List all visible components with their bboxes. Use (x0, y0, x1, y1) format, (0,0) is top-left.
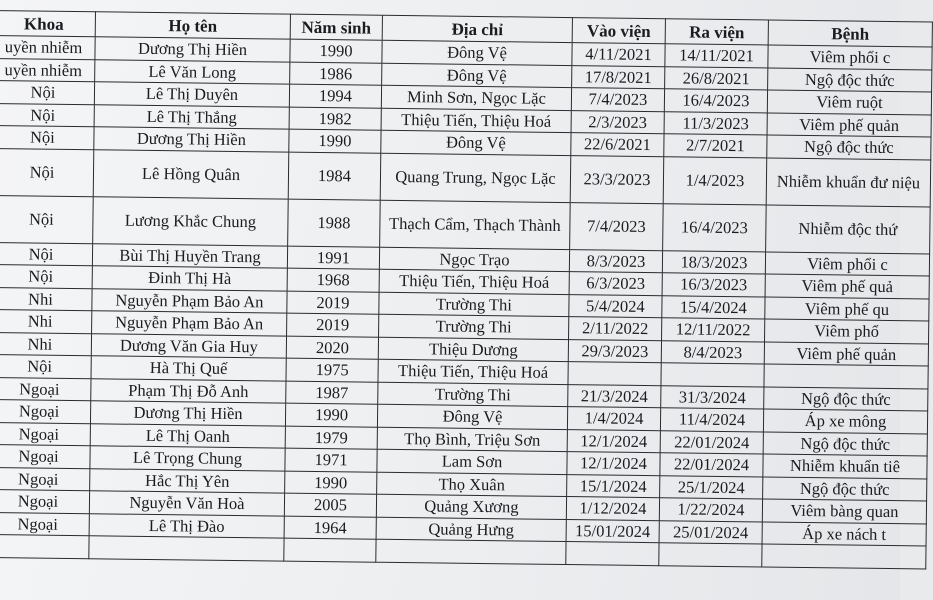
cell-khoa (0, 534, 89, 558)
cell-ra-vien: 25/1/2024 (660, 475, 763, 499)
cell-dia-chi: Đông Vệ (382, 63, 572, 88)
header-ho-ten: Họ tên (95, 12, 290, 39)
cell-nam-sinh: 1987 (286, 381, 378, 405)
cell-ra-vien: 22/01/2024 (660, 453, 763, 477)
cell-nam-sinh: 1990 (290, 39, 382, 63)
cell-ho-ten: Nguyễn Phạm Bảo An (92, 311, 287, 336)
cell-ra-vien: 2/7/2021 (664, 134, 767, 158)
cell-benh (764, 364, 928, 389)
cell-khoa: Nội (0, 148, 94, 196)
cell-vao-vien: 15/01/2024 (566, 519, 659, 543)
cell-ra-vien: 16/4/2023 (664, 89, 767, 113)
cell-dia-chi: Thiệu Tiến, Thiệu Hoá (379, 269, 569, 294)
cell-khoa: Nội (0, 125, 94, 149)
cell-nam-sinh: 1975 (286, 358, 378, 382)
cell-khoa: Nội (0, 103, 94, 127)
cell-ra-vien: 1/22/2024 (659, 498, 762, 522)
cell-ho-ten: Dương Văn Gia Huy (91, 333, 286, 358)
cell-khoa: Nội (0, 354, 91, 378)
cell-nam-sinh: 2020 (286, 336, 378, 360)
header-nam-sinh: Năm sinh (290, 14, 382, 40)
cell-nam-sinh: 1964 (284, 516, 376, 540)
cell-benh: Viêm phổi c (768, 45, 932, 70)
cell-dia-chi: Thọ Bình, Triệu Sơn (377, 427, 567, 452)
cell-ho-ten: Lê Thị Đào (89, 513, 284, 538)
cell-ra-vien: 16/4/2023 (663, 203, 767, 251)
cell-nam-sinh: 2019 (287, 313, 379, 337)
cell-ho-ten: Nguyễn Phạm Bảo An (92, 288, 287, 313)
cell-ra-vien: 1/4/2023 (663, 156, 767, 204)
header-ra-vien: Ra viện (665, 19, 768, 45)
cell-vao-vien: 1/4/2024 (567, 407, 660, 431)
cell-benh: Nhiễm khuẩn tiê (763, 454, 927, 479)
cell-ra-vien: 8/4/2023 (661, 340, 764, 364)
cell-ho-ten: Dương Thị Hiền (90, 401, 285, 426)
cell-nam-sinh: 1990 (285, 471, 377, 495)
cell-benh: Áp xe nách t (762, 521, 926, 546)
cell-ho-ten: Bùi Thị Huyền Trang (92, 243, 287, 268)
cell-vao-vien (566, 542, 659, 566)
cell-ho-ten: Lê Trọng Chung (90, 446, 285, 471)
cell-nam-sinh: 1991 (287, 246, 379, 270)
cell-khoa: Ngoại (0, 512, 89, 536)
cell-dia-chi: Quảng Xương (376, 494, 566, 519)
cell-ra-vien: 12/11/2022 (662, 318, 765, 342)
cell-nam-sinh: 2019 (287, 291, 379, 315)
cell-vao-vien: 7/4/2023 (570, 202, 664, 250)
cell-nam-sinh: 1990 (285, 403, 377, 427)
table-body (0, 36, 932, 569)
cell-nam-sinh: 1990 (289, 129, 381, 153)
cell-khoa: Ngoại (0, 422, 90, 446)
cell-ra-vien: 16/3/2023 (662, 273, 765, 297)
cell-ho-ten: Lê Thị Duyên (94, 82, 289, 107)
cell-ra-vien: 14/11/2021 (665, 44, 768, 68)
cell-nam-sinh: 1971 (285, 448, 377, 472)
header-khoa: Khoa (0, 11, 95, 37)
header-benh: Bệnh (768, 20, 932, 47)
cell-dia-chi: Lam Sơn (377, 449, 567, 474)
cell-ra-vien: 18/3/2023 (662, 250, 765, 274)
cell-khoa: Ngoại (0, 377, 91, 401)
cell-vao-vien: 29/3/2023 (568, 339, 661, 363)
cell-nam-sinh: 1982 (289, 107, 381, 131)
cell-khoa: Nội (0, 242, 93, 266)
cell-ho-ten: Dương Thị Hiền (94, 127, 289, 152)
cell-ho-ten: Lê Văn Long (95, 59, 290, 84)
cell-benh: Ngộ độc thức (767, 135, 931, 160)
cell-khoa: Ngoại (0, 444, 90, 468)
cell-benh: Viêm phế qu (765, 296, 929, 321)
cell-ra-vien (659, 543, 762, 567)
cell-ho-ten: Lương Khắc Chung (93, 196, 289, 245)
cell-ho-ten: Lê Hồng Quân (93, 149, 289, 198)
cell-benh: Ngộ độc thức (763, 431, 927, 456)
cell-nam-sinh: 1968 (287, 268, 379, 292)
cell-vao-vien: 5/4/2024 (569, 294, 662, 318)
cell-khoa: Ngoại (0, 489, 90, 513)
cell-benh: Ngộ độc thức (763, 476, 927, 501)
cell-dia-chi: Thiệu Tiến, Thiệu Hoá (381, 108, 571, 133)
cell-dia-chi: Đông Vệ (377, 404, 567, 429)
cell-khoa: uyền nhiễm (0, 58, 95, 82)
cell-khoa: Ngoại (0, 467, 90, 491)
cell-ho-ten: Hà Thị Quế (91, 356, 286, 381)
cell-vao-vien: 7/4/2023 (571, 88, 664, 112)
cell-ho-ten: Hắc Thị Yên (90, 468, 285, 493)
cell-nam-sinh: 1979 (285, 426, 377, 450)
cell-benh: Nhiễm độc thứ (766, 204, 931, 253)
cell-vao-vien: 4/11/2021 (572, 43, 665, 67)
cell-vao-vien: 12/1/2024 (567, 429, 660, 453)
cell-ra-vien: 25/01/2024 (659, 520, 762, 544)
cell-benh: Viêm phế quản (767, 112, 931, 137)
cell-dia-chi (376, 539, 566, 564)
cell-dia-chi: Thiệu Tiến, Thiệu Hoá (378, 359, 568, 384)
cell-nam-sinh: 1988 (288, 199, 381, 247)
cell-benh: Viêm ruột (767, 90, 931, 115)
patient-register-table (0, 10, 933, 569)
cell-nam-sinh: 1986 (290, 62, 382, 86)
cell-nam-sinh: 2005 (284, 493, 376, 517)
cell-benh: Viêm phổ (765, 319, 929, 344)
cell-khoa: Ngoại (0, 399, 91, 423)
cell-benh: Viêm phổi c (765, 251, 929, 276)
cell-ho-ten: Phạm Thị Đỗ Anh (91, 378, 286, 403)
cell-ra-vien: 31/3/2024 (661, 385, 764, 409)
cell-ho-ten (89, 536, 284, 561)
header-dia-chi: Địa chỉ (382, 15, 572, 42)
cell-khoa: Nhi (0, 287, 92, 311)
cell-dia-chi: Trường Thi (379, 314, 569, 339)
cell-vao-vien: 1/12/2024 (566, 497, 659, 521)
cell-vao-vien: 12/1/2024 (567, 452, 660, 476)
cell-dia-chi: Ngọc Trạo (379, 247, 569, 272)
cell-dia-chi: Thọ Xuân (377, 472, 567, 497)
cell-ra-vien (661, 363, 764, 387)
cell-vao-vien: 15/1/2024 (567, 474, 660, 498)
cell-vao-vien: 8/3/2023 (569, 249, 662, 273)
cell-khoa: Nhi (0, 309, 92, 333)
cell-dia-chi: Quảng Hưng (376, 517, 566, 542)
cell-benh (762, 544, 926, 569)
header-vao-vien: Vào viện (572, 18, 665, 44)
cell-vao-vien: 21/3/2024 (568, 384, 661, 408)
cell-ra-vien: 22/01/2024 (660, 430, 763, 454)
cell-ho-ten: Lê Thị Oanh (90, 423, 285, 448)
cell-nam-sinh (284, 538, 376, 562)
cell-khoa: uyền nhiễm (0, 36, 95, 60)
cell-khoa: Nội (0, 264, 92, 288)
cell-dia-chi: Trường Thi (379, 292, 569, 317)
cell-vao-vien: 2/11/2022 (569, 317, 662, 341)
cell-benh: Áp xe mông (763, 409, 927, 434)
cell-dia-chi: Đông Vệ (381, 130, 571, 155)
cell-khoa: Nội (0, 81, 95, 105)
cell-vao-vien: 22/6/2021 (571, 133, 664, 157)
cell-khoa: Nhi (0, 332, 92, 356)
cell-vao-vien: 23/3/2023 (570, 155, 664, 203)
cell-benh: Viêm bàng quan (762, 499, 926, 524)
cell-ra-vien: 11/4/2024 (660, 408, 763, 432)
cell-dia-chi: Thạch Cẩm, Thạch Thành (380, 200, 571, 249)
cell-dia-chi: Minh Sơn, Ngọc Lặc (381, 85, 571, 110)
cell-vao-vien: 6/3/2023 (569, 272, 662, 296)
cell-ho-ten: Đinh Thị Hà (92, 266, 287, 291)
cell-nam-sinh: 1994 (289, 84, 381, 108)
cell-vao-vien: 17/8/2021 (572, 65, 665, 89)
cell-benh: Ngộ độc thức (764, 386, 928, 411)
cell-ra-vien: 26/8/2021 (665, 66, 768, 90)
cell-ho-ten: Nguyễn Văn Hoà (89, 491, 284, 516)
cell-vao-vien (568, 362, 661, 386)
cell-benh: Viêm phế quản (764, 341, 928, 366)
cell-benh: Viêm phế quả (765, 274, 929, 299)
cell-ho-ten: Lê Thị Thắng (94, 104, 289, 129)
cell-dia-chi: Trường Thi (378, 382, 568, 407)
cell-khoa: Nội (0, 195, 93, 243)
cell-ra-vien: 15/4/2024 (662, 295, 765, 319)
cell-ra-vien: 11/3/2023 (664, 111, 767, 135)
cell-ho-ten: Dương Thị Hiền (95, 37, 290, 62)
cell-benh: Nhiễm khuẩn đư niệu (766, 157, 931, 206)
cell-dia-chi: Đông Vệ (382, 40, 572, 65)
cell-vao-vien: 2/3/2023 (571, 110, 664, 134)
cell-nam-sinh: 1984 (288, 152, 381, 200)
cell-dia-chi: Quang Trung, Ngọc Lặc (380, 153, 571, 202)
cell-benh: Ngộ độc thức (768, 67, 932, 92)
cell-dia-chi: Thiệu Dương (378, 337, 568, 362)
